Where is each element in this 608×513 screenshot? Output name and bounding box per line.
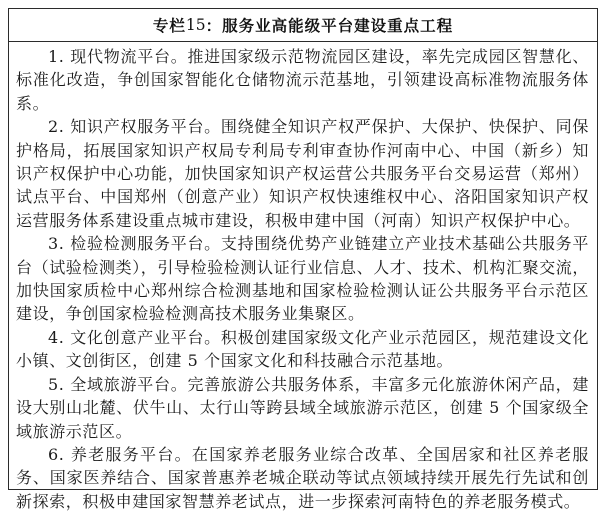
box-content (9, 42, 597, 513)
box-title (9, 9, 597, 42)
item-tourism-platform: 5. 全域旅游平台。完善旅游公共服务体系，丰富多元化旅游休闲产品，建设大别山北麓、伏牛山、太行山等跨县域全域旅游示范区，创建 5 个国家级全域旅游示范区。 (16, 374, 589, 441)
item-elderly-care-platform: 6. 养老服务平台。在国家养老服务业综合改革、全国居家和社区养老服务、国家医养结合、国家普惠养老城企联动等试点领域持续开展先行先试和创新探索，积极申建国家智慧养老试点，进一步探索河南特色的养老服务模式。 (16, 444, 589, 511)
item-inspection-testing-platform: 3. 检验检测服务平台。支持围绕优势产业链建立产业技术基础公共服务平台（试验检测类），引导检验检测认证行业信息、人才、技术、机构汇聚交流，加快国家质检中心郑州综合检测基地和国家检验检测认证公共服务平台示范区建设，争创国家检验检测高技术服务业集聚区。 (16, 234, 590, 324)
item-ip-service-platform: 2. 知识产权服务平台。围绕健全知识产权严保护、大保护、快保护、同保护格局，拓展国家知识产权局专利局专利审查协作河南中心、中国（新乡）知识产权保护中心功能，加快国家知识产权运营公共服务平台交易运营（郑州）试点平台、中国郑州（创意产业）知识产权快速维权中心、洛阳国家知识产权运营服务体系建设重点城市建设，积极申建中国（河南）知识产权保护中心。 (16, 117, 589, 230)
item-cultural-creative-platform: 4. 文化创意产业平台。积极创建国家级文化产业示范园区，规范建设文化小镇、文创街区，创建 5 个国家文化和科技融合示范基地。 (16, 327, 589, 371)
item-logistics-platform: 1. 现代物流平台。推进国家级示范物流园区建设，率先完成园区智慧化、标准化改造，争创国家智能化仓储物流示范基地，引领建设高标准物流服务体系。 (16, 47, 589, 113)
title-text: 服务业高能级平台建设重点工程 (222, 17, 454, 35)
special-column-box (8, 8, 598, 511)
title-separator: ： (205, 17, 223, 35)
title-number: 15 (185, 16, 206, 34)
title-prefix: 专栏 (152, 17, 186, 35)
